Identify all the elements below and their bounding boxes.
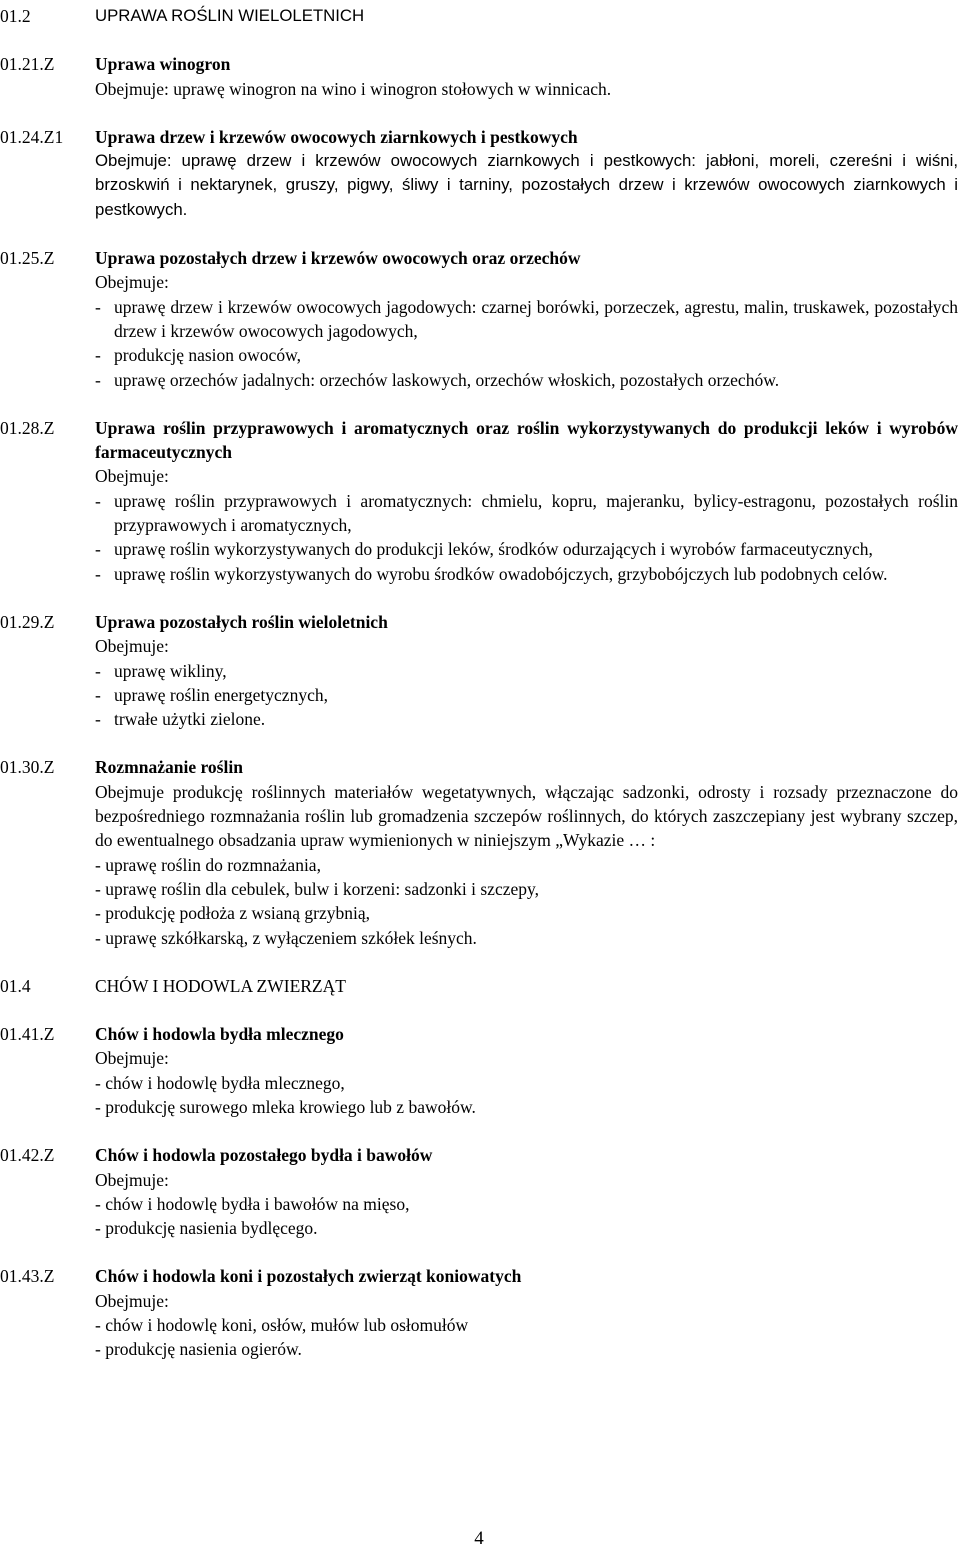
- section-title: Uprawa roślin przyprawowych i aromatycznych oraz roślin wykorzystywanych do produkcji leków i wyrobów farmaceutycznych: [95, 417, 958, 463]
- list-dash: -: [95, 369, 101, 390]
- list-item: [95, 295, 958, 344]
- section-title: Chów i hodowla koni i pozostałych zwierząt koniowatych: [95, 1266, 522, 1287]
- list-item: - uprawę roślin dla cebulek, bulw i korzeni: sadzonki i szczepy,: [95, 878, 539, 899]
- section-01-43-z: [0, 1264, 958, 1361]
- section-title: Uprawa drzew i krzewów owocowych ziarnkowych i pestkowych: [95, 126, 578, 147]
- list-dash: -: [95, 345, 101, 366]
- section-code: 01.41.Z: [0, 1024, 55, 1045]
- section-intro: Obejmuje:: [95, 1048, 169, 1069]
- list-item: [95, 562, 958, 586]
- list-item: - chów i hodowlę bydła i bawołów na mięso,: [95, 1193, 410, 1214]
- list-item: [95, 368, 958, 392]
- document-page: [0, 4, 958, 1362]
- section-title: Uprawa pozostałych drzew i krzewów owocowych oraz orzechów: [95, 248, 581, 269]
- list-item: [95, 489, 958, 538]
- section-title: CHÓW I HODOWLA ZWIERZĄT: [95, 975, 346, 996]
- list-item-text: uprawę roślin wykorzystywanych do produkcji leków, środków odurzających i wyrobów farmaceutycznych,: [114, 539, 873, 560]
- list-dash: -: [95, 296, 101, 317]
- list-item: [95, 707, 958, 731]
- section-code: 01.43.Z: [0, 1266, 55, 1287]
- section-01-21-z: [0, 52, 958, 101]
- section-title: Chów i hodowla pozostałego bydła i bawołów: [95, 1145, 433, 1166]
- section-01-4: [0, 974, 958, 998]
- list-item: - chów i hodowlę koni, osłów, mułów lub osłomułów: [95, 1315, 469, 1336]
- list-item-text: trwałe użytki zielone.: [114, 709, 266, 730]
- list-item: [95, 537, 958, 561]
- list-item-text: uprawę wikliny,: [114, 660, 227, 681]
- section-intro: Obejmuje:: [95, 272, 169, 293]
- page-number: 4: [474, 1528, 484, 1549]
- section-title: Uprawa winogron: [95, 54, 231, 75]
- section-01-28-z: [0, 416, 958, 586]
- list-item-text: uprawę roślin przyprawowych i aromatycznych: chmielu, kopru, majeranku, bylicy-estragonu, pozostałych roślin przyprawowych i aromatycznych,: [114, 490, 958, 536]
- list-dash: -: [95, 660, 101, 681]
- list-item: - uprawę roślin do rozmnażania,: [95, 854, 321, 875]
- section-01-41-z: [0, 1022, 958, 1119]
- section-description: Obejmuje: uprawę winogron na wino i winogron stołowych w winnicach.: [95, 78, 612, 99]
- list-item: [95, 343, 958, 367]
- section-intro: Obejmuje:: [95, 466, 169, 487]
- section-description: Obejmuje: uprawę drzew i krzewów owocowych ziarnkowych i pestkowych: jabłoni, moreli, czereśni i wiśni, brzoskwiń i nektarynek, gruszy, pigwy, śliwy i tarniny, pozostałych drzew i krzewów owocowych ziarnkowych i pestkowych.: [95, 151, 958, 219]
- section-code: 01.4: [0, 975, 31, 996]
- list-item-text: uprawę orzechów jadalnych: orzechów laskowych, orzechów włoskich, pozostałych orzechów.: [114, 369, 780, 390]
- section-title: UPRAWA ROŚLIN WIELOLETNICH: [95, 6, 365, 25]
- section-01-30-z: [0, 755, 958, 779]
- list-item: - chów i hodowlę bydła mlecznego,: [95, 1072, 345, 1093]
- section-01-25-z: [0, 246, 958, 392]
- section-code: 01.2: [0, 6, 31, 26]
- section-code: 01.28.Z: [0, 417, 55, 438]
- list-item: [95, 659, 958, 683]
- list-item: - produkcję surowego mleka krowiego lub z bawołów.: [95, 1096, 476, 1117]
- list-item: - produkcję podłoża z wsianą grzybnią,: [95, 903, 371, 924]
- list-dash: -: [95, 490, 101, 511]
- section-code: 01.25.Z: [0, 248, 55, 269]
- list-dash: -: [95, 709, 101, 730]
- list-item-text: produkcję nasion owoców,: [114, 345, 301, 366]
- section-description: Obejmuje produkcję roślinnych materiałów wegetatywnych, włączając sadzonki, odrosty i rozsady przeznaczone do bezpośredniego rozmnażania roślin lub gromadzenia szczepów roślinnych, do których zaszczepiany jest wybrany szczep, do ewentualnego obsadzania upraw wymienionych w niniejszym „Wykazie … :: [95, 781, 958, 851]
- section-title: Uprawa pozostałych roślin wieloletnich: [95, 611, 388, 632]
- list-dash: -: [95, 563, 101, 584]
- section-intro: Obejmuje:: [95, 1169, 169, 1190]
- section-code: 01.42.Z: [0, 1145, 55, 1166]
- list-dash: -: [95, 539, 101, 560]
- list-dash: -: [95, 684, 101, 705]
- section-01-29-z: [0, 610, 958, 731]
- section-01-2: [0, 4, 958, 28]
- list-item-text: uprawę roślin wykorzystywanych do wyrobu środków owadobójczych, grzybobójczych lub podobnych celów.: [114, 563, 888, 584]
- section-01-24-z1: [0, 125, 958, 149]
- section-intro: Obejmuje:: [95, 636, 169, 657]
- section-code: 01.21.Z: [0, 54, 55, 75]
- section-title: Rozmnażanie roślin: [95, 757, 243, 778]
- section-intro: Obejmuje:: [95, 1290, 169, 1311]
- list-item: [95, 683, 958, 707]
- section-code: 01.24.Z1: [0, 126, 64, 147]
- list-item: - produkcję nasienia bydlęcego.: [95, 1218, 318, 1239]
- list-item-text: uprawę roślin energetycznych,: [114, 684, 328, 705]
- section-title: Chów i hodowla bydła mlecznego: [95, 1024, 344, 1045]
- list-item: - produkcję nasienia ogierów.: [95, 1339, 302, 1360]
- list-item-text: uprawę drzew i krzewów owocowych jagodowych: czarnej borówki, porzeczek, agrestu, malin, truskawek, pozostałych drzew i krzewów owocowych jagodowych,: [114, 296, 958, 341]
- section-code: 01.29.Z: [0, 611, 55, 632]
- section-01-42-z: [0, 1143, 958, 1240]
- section-code: 01.30.Z: [0, 757, 55, 778]
- list-item: - uprawę szkółkarską, z wyłączeniem szkółek leśnych.: [95, 927, 477, 948]
